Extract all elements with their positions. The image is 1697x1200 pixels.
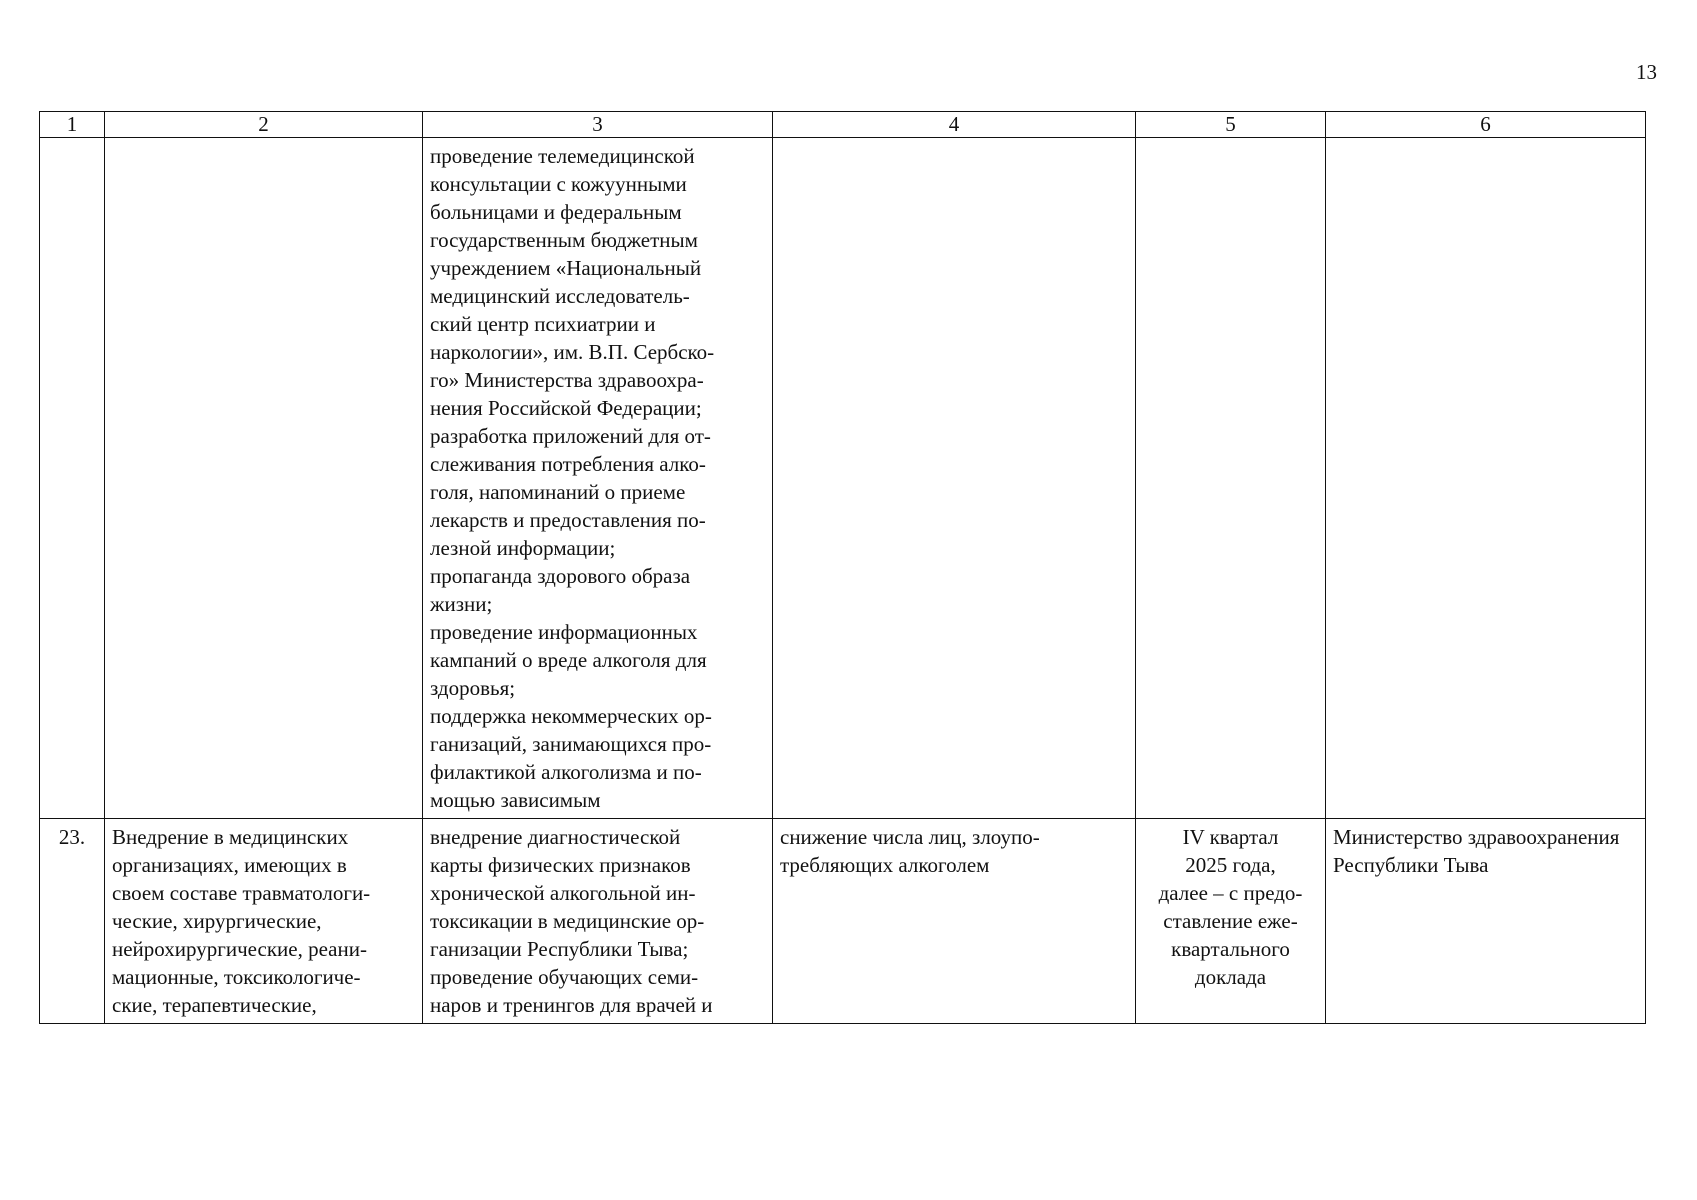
measures-cell (423, 138, 773, 819)
period-cell (1136, 819, 1326, 1024)
header-cell-4: 4 (773, 112, 1136, 138)
text-line: ганизаций, занимающихся про- (430, 732, 712, 756)
text-line: наров и тренингов для врачей и (430, 993, 713, 1017)
text-line: Республики Тыва (1333, 853, 1489, 877)
text-line: проведение информационных (430, 620, 698, 644)
responsible-cell (1326, 819, 1646, 1024)
text-line: государственным бюджетным (430, 228, 698, 252)
text-line: ставление еже- (1163, 909, 1298, 933)
text-line: ский центр психиатрии и (430, 312, 656, 336)
text-line: Министерство здравоохранения (1333, 825, 1620, 849)
text-line: квартального (1171, 937, 1290, 961)
header-cell-6: 6 (1326, 112, 1646, 138)
text-line: хронической алкогольной ин- (430, 881, 696, 905)
row-number-cell: 23. (40, 819, 105, 1024)
text-line: го» Министерства здравоохра- (430, 368, 704, 392)
text-line: пропаганда здорового образа (430, 564, 691, 588)
text-line: Внедрение в медицинских (112, 825, 349, 849)
text-line: консультации с кожуунными (430, 172, 687, 196)
text-line: лезной информации; (430, 536, 616, 560)
table-header-row (40, 112, 1646, 138)
text-line: больницами и федеральным (430, 200, 682, 224)
text-line: ческие, хирургические, (112, 909, 322, 933)
header-cell-3: 3 (423, 112, 773, 138)
result-cell (773, 819, 1136, 1024)
text-line: проведение телемедицинской (430, 144, 695, 168)
text-line: нейрохирургические, реани- (112, 937, 367, 961)
text-line: голя, напоминаний о приеме (430, 480, 686, 504)
text-line: далее – с предо- (1158, 881, 1303, 905)
text-line: кампаний о вреде алкоголя для (430, 648, 707, 672)
text-line: ганизации Республики Тыва; (430, 937, 689, 961)
text-line: 2025 года, (1185, 853, 1276, 877)
event-cell (105, 819, 423, 1024)
text-line: своем составе травматологи- (112, 881, 371, 905)
text-line: организациях, имеющих в (112, 853, 347, 877)
text-line: здоровья; (430, 676, 516, 700)
header-cell-1: 1 (40, 112, 105, 138)
text-line: жизни; (430, 592, 493, 616)
table-row-23 (40, 819, 1646, 1024)
text-line: разработка приложений для от- (430, 424, 711, 448)
header-cell-2: 2 (105, 112, 423, 138)
result-cell (773, 138, 1136, 819)
table-row-continued (40, 138, 1646, 819)
text-line: мационные, токсикологиче- (112, 965, 361, 989)
text-line: нения Российской Федерации; (430, 396, 702, 420)
text-line: внедрение диагностической (430, 825, 681, 849)
responsible-cell (1326, 138, 1646, 819)
page-number: 13 (1636, 60, 1657, 84)
plan-table (39, 111, 1646, 1024)
text-line: карты физических признаков (430, 853, 691, 877)
text-line: филактикой алкоголизма и по- (430, 760, 702, 784)
period-cell (1136, 138, 1326, 819)
text-line: наркологии», им. В.П. Сербско- (430, 340, 715, 364)
header-cell-5: 5 (1136, 112, 1326, 138)
text-line: IV квартал (1182, 825, 1279, 849)
text-line: мощью зависимым (430, 788, 601, 812)
measures-cell (423, 819, 773, 1024)
event-cell (105, 138, 423, 819)
text-line: учреждением «Национальный (430, 256, 702, 280)
text-line: токсикации в медицинские ор- (430, 909, 705, 933)
text-line: снижение числа лиц, злоупо- (780, 825, 1040, 849)
text-line: ские, терапевтические, (112, 993, 317, 1017)
text-line: лекарств и предоставления по- (430, 508, 706, 532)
text-line: поддержка некоммерческих ор- (430, 704, 712, 728)
text-line: проведение обучающих семи- (430, 965, 699, 989)
text-line: требляющих алкоголем (780, 853, 990, 877)
text-line: слеживания потребления алко- (430, 452, 706, 476)
text-line: доклада (1194, 965, 1267, 989)
text-line: медицинский исследователь- (430, 284, 690, 308)
row-number-cell (40, 138, 105, 819)
